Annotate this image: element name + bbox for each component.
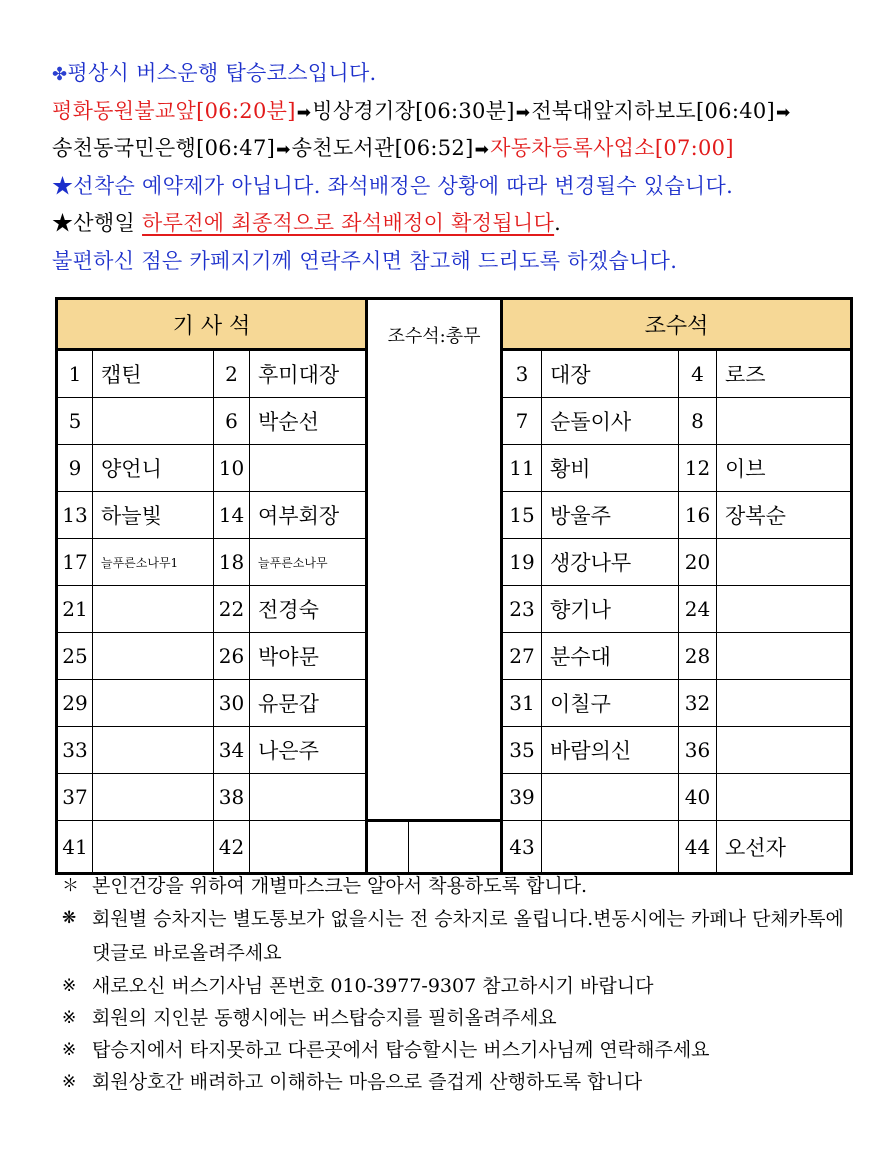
reservation-notice: ★선착순 예약제가 아닙니다. 좌석배정은 상황에 따라 변경될수 있습니다. xyxy=(52,173,734,198)
seat-number: 17 xyxy=(57,539,93,586)
note-text: 본인건강을 위하여 개별마스크는 알아서 착용하도록 합니다. xyxy=(92,875,588,897)
seat-occupant: 황비 xyxy=(542,445,679,492)
seat-occupant: 분수대 xyxy=(542,633,679,680)
seat-occupant xyxy=(250,821,367,874)
route-line-2 xyxy=(52,130,872,168)
note-mark: ※ xyxy=(62,1008,77,1028)
note-item xyxy=(62,1034,862,1066)
seating-chart xyxy=(55,297,853,875)
seat-occupant: 나은주 xyxy=(250,727,367,774)
seat-number: 20 xyxy=(679,539,717,586)
seat-number: 43 xyxy=(502,821,542,874)
note-mark: ※ xyxy=(62,1072,77,1092)
arrow-icon: ➡ xyxy=(474,140,490,160)
seat-number: 7 xyxy=(502,398,542,445)
seat-number: 34 xyxy=(214,727,250,774)
note-item xyxy=(62,1066,862,1098)
note-item xyxy=(62,902,862,970)
seat-number: 24 xyxy=(679,586,717,633)
arrow-icon: ➡ xyxy=(276,140,291,160)
seat-occupant xyxy=(250,445,367,492)
seat-occupant: 바람의신 xyxy=(542,727,679,774)
seat-number: 13 xyxy=(57,492,93,539)
note-item xyxy=(62,970,862,1002)
contact-notice: 불편하신 점은 카페지기께 연락주시면 참고해 드리도록 하겠습니다. xyxy=(52,248,678,273)
seat-number: 11 xyxy=(502,445,542,492)
seat-occupant xyxy=(93,586,214,633)
seat-number: 28 xyxy=(679,633,717,680)
note-text: 회원의 지인분 동행시에는 버스탑승지를 필히올려주세요 xyxy=(92,1007,557,1029)
clover-icon: ✤ xyxy=(52,64,68,85)
seat-number: 25 xyxy=(57,633,93,680)
seat-occupant: 로즈 xyxy=(717,350,852,398)
seat-occupant: 하늘빛 xyxy=(93,492,214,539)
seat-number: 30 xyxy=(214,680,250,727)
seat-occupant: 박야문 xyxy=(250,633,367,680)
passenger-side-header: 조수석 xyxy=(502,299,852,350)
note-mark: ※ xyxy=(62,976,77,996)
seat-number: 40 xyxy=(679,774,717,821)
seat-number: 32 xyxy=(679,680,717,727)
seat-occupant: 박순선 xyxy=(250,398,367,445)
seat-number: 16 xyxy=(679,492,717,539)
note-mark: ❋ xyxy=(62,908,77,928)
seat-occupant: 이브 xyxy=(717,445,852,492)
seat-occupant xyxy=(93,727,214,774)
seat-number: 21 xyxy=(57,586,93,633)
arrow-icon: ➡ xyxy=(515,102,531,123)
note-item xyxy=(62,870,862,902)
seat-occupant xyxy=(93,821,214,874)
route-stop: 빙상경기장[06:30분] xyxy=(312,98,515,123)
seat-occupant xyxy=(542,774,679,821)
seat-occupant xyxy=(717,774,852,821)
seat-number: 1 xyxy=(57,350,93,398)
seat-occupant: 유문갑 xyxy=(250,680,367,727)
route-stop: 송천도서관[06:52] xyxy=(291,136,474,160)
seat-number: 26 xyxy=(214,633,250,680)
seat-confirm-highlight: 하루전에 최종적으로 좌석배정이 확정됩니다 xyxy=(142,211,555,235)
seat-number: 42 xyxy=(214,821,250,874)
seat-number: 8 xyxy=(679,398,717,445)
arrow-icon: ➡ xyxy=(296,102,312,123)
aisle-seat xyxy=(367,821,502,874)
seat-occupant: 대장 xyxy=(542,350,679,398)
seat-occupant: 전경숙 xyxy=(250,586,367,633)
seat-number: 10 xyxy=(214,445,250,492)
seat-number: 2 xyxy=(214,350,250,398)
seat-number: 35 xyxy=(502,727,542,774)
seat-occupant xyxy=(717,586,852,633)
seat-number: 36 xyxy=(679,727,717,774)
seat-number: 37 xyxy=(57,774,93,821)
seat-occupant: 이칠구 xyxy=(542,680,679,727)
arrow-icon: ➡ xyxy=(776,102,791,123)
seat-number: 15 xyxy=(502,492,542,539)
aisle-label: 조수석:총무 xyxy=(367,299,502,821)
seat-occupant: 후미대장 xyxy=(250,350,367,398)
notes-section xyxy=(62,870,862,1098)
route-stop: 전북대앞지하보도[06:40] xyxy=(531,98,776,123)
seat-occupant: 여부회장 xyxy=(250,492,367,539)
seat-occupant xyxy=(250,774,367,821)
seat-number: 39 xyxy=(502,774,542,821)
seat-occupant: 늘푸른소나무1 xyxy=(93,539,214,586)
seat-number: 23 xyxy=(502,586,542,633)
seat-number: 33 xyxy=(57,727,93,774)
seat-occupant xyxy=(717,539,852,586)
note-text: 탑승지에서 타지못하고 다른곳에서 탑승할시는 버스기사님께 연락해주세요 xyxy=(92,1039,710,1061)
seat-confirm-prefix: ★산행일 xyxy=(52,211,143,235)
seat-number: 5 xyxy=(57,398,93,445)
seat-occupant xyxy=(93,680,214,727)
seat-occupant: 캡틴 xyxy=(93,350,214,398)
seat-number: 22 xyxy=(214,586,250,633)
seat-occupant xyxy=(93,633,214,680)
seat-number: 44 xyxy=(679,821,717,874)
seat-number: 14 xyxy=(214,492,250,539)
seat-number: 6 xyxy=(214,398,250,445)
route-stop: 평화동원불교앞[06:20분] xyxy=(52,98,296,123)
route-stop: 송천동국민은행[06:47] xyxy=(52,136,276,160)
driver-side-header: 기 사 석 xyxy=(57,299,367,350)
seat-occupant xyxy=(717,680,852,727)
seat-occupant: 향기나 xyxy=(542,586,679,633)
aisle-seat-blank xyxy=(368,822,409,872)
note-text: 회원상호간 배려하고 이해하는 마음으로 즐겁게 산행하도록 합니다 xyxy=(92,1071,643,1093)
seat-confirm-suffix: . xyxy=(554,211,562,235)
seat-number: 4 xyxy=(679,350,717,398)
seat-occupant: 양언니 xyxy=(93,445,214,492)
seat-number: 3 xyxy=(502,350,542,398)
note-mark: ※ xyxy=(62,1040,77,1060)
seat-number: 19 xyxy=(502,539,542,586)
seat-number: 29 xyxy=(57,680,93,727)
route-stop: 자동차등록사업소[07:00] xyxy=(490,136,734,160)
aisle-seat-blank xyxy=(409,822,500,872)
seat-occupant xyxy=(93,398,214,445)
seat-occupant: 오선자 xyxy=(717,821,852,874)
seat-number: 27 xyxy=(502,633,542,680)
seat-occupant: 순돌이사 xyxy=(542,398,679,445)
seat-occupant xyxy=(717,727,852,774)
seat-confirm-notice xyxy=(52,205,872,243)
notice-heading-text: 평상시 버스운행 탑승코스입니다. xyxy=(67,61,377,85)
seat-number: 18 xyxy=(214,539,250,586)
seat-occupant: 장복순 xyxy=(717,492,852,539)
route-notice xyxy=(52,55,872,280)
seat-header-row xyxy=(57,299,852,350)
seat-occupant: 생강나무 xyxy=(542,539,679,586)
notice-heading xyxy=(52,55,872,93)
seat-occupant xyxy=(717,398,852,445)
note-mark: ＊ xyxy=(62,876,79,896)
seat-occupant: 방울주 xyxy=(542,492,679,539)
seat-occupant xyxy=(542,821,679,874)
seat-number: 9 xyxy=(57,445,93,492)
note-item xyxy=(62,1002,862,1034)
seat-occupant xyxy=(93,774,214,821)
note-text: 새로오신 버스기사님 폰번호 010-3977-9307 참고하시기 바랍니다 xyxy=(92,975,654,997)
route-line-1 xyxy=(52,93,872,131)
seat-number: 31 xyxy=(502,680,542,727)
note-text: 회원별 승차지는 별도통보가 없을시는 전 승차지로 올립니다.변동시에는 카페나 단체카톡에 댓글로 바로올려주세요 xyxy=(92,908,844,964)
seat-row xyxy=(57,821,852,874)
seat-occupant: 늘푸른소나무 xyxy=(250,539,367,586)
seat-number: 12 xyxy=(679,445,717,492)
seat-number: 38 xyxy=(214,774,250,821)
seat-number: 41 xyxy=(57,821,93,874)
seat-occupant xyxy=(717,633,852,680)
